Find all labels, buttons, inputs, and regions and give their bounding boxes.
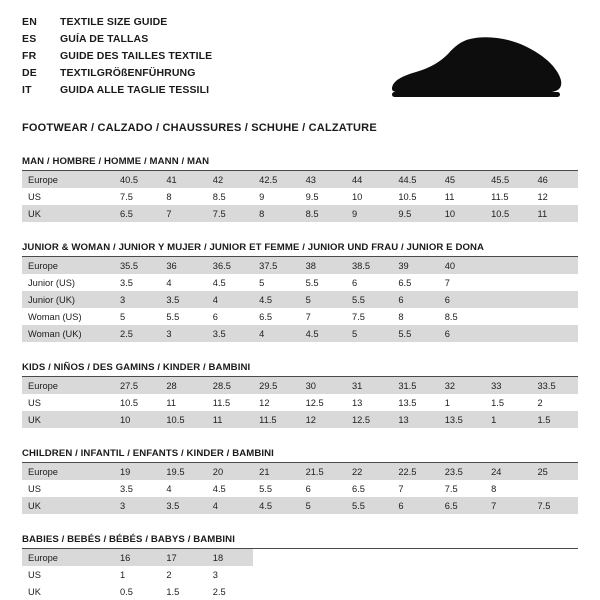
cell bbox=[532, 291, 578, 308]
cell: 18 bbox=[207, 549, 253, 566]
cell: 44 bbox=[346, 171, 392, 188]
cell: 8.5 bbox=[444, 311, 458, 322]
table-row bbox=[22, 257, 578, 274]
cell bbox=[253, 583, 299, 600]
language-title: TEXTILE SIZE GUIDE bbox=[60, 16, 168, 28]
cell: 1.5 bbox=[532, 411, 578, 428]
cell: 43 bbox=[300, 171, 346, 188]
cell: 22 bbox=[346, 463, 392, 480]
cell: 45.5 bbox=[485, 171, 531, 188]
language-code: DE bbox=[22, 67, 37, 79]
cell bbox=[300, 549, 346, 566]
row-label: UK bbox=[22, 497, 114, 514]
table-row bbox=[22, 480, 578, 497]
cell: 38.5 bbox=[346, 257, 392, 274]
cell: 4 bbox=[166, 483, 172, 494]
cell bbox=[532, 274, 578, 291]
cell: 46 bbox=[532, 171, 578, 188]
language-title: GUIDA ALLE TAGLIE TESSILI bbox=[60, 84, 210, 96]
cell: 6 bbox=[439, 291, 485, 308]
row-label: Europe bbox=[22, 377, 114, 394]
cell bbox=[346, 583, 392, 600]
cell: 6 bbox=[305, 483, 311, 494]
cell: 7 bbox=[398, 483, 404, 494]
cell: 11.5 bbox=[491, 191, 509, 202]
cell bbox=[439, 549, 485, 566]
cell bbox=[532, 583, 578, 600]
cell: 6 bbox=[212, 311, 218, 322]
cell: 2.5 bbox=[114, 325, 160, 342]
cell: 3.5 bbox=[207, 325, 253, 342]
cell: 4.5 bbox=[212, 483, 226, 494]
cell bbox=[346, 549, 392, 566]
cell: 19.5 bbox=[160, 463, 206, 480]
language-title: TEXTILGRÖßENFÜHRUNG bbox=[60, 67, 196, 79]
cell: 12 bbox=[259, 397, 270, 408]
cell bbox=[485, 549, 531, 566]
table-row bbox=[22, 497, 578, 514]
cell bbox=[532, 566, 578, 583]
cell bbox=[485, 566, 531, 583]
language-title: GUÍA DE TALLAS bbox=[60, 33, 149, 45]
table-row bbox=[22, 188, 578, 205]
cell: 5.5 bbox=[346, 497, 392, 514]
section-title: KIDS / NIÑOS / DES GAMINS / KINDER / BAMBINI bbox=[22, 362, 578, 377]
cell bbox=[532, 325, 578, 342]
cell: 41 bbox=[160, 171, 206, 188]
document-header bbox=[22, 14, 578, 106]
cell bbox=[300, 566, 346, 583]
cell: 36.5 bbox=[207, 257, 253, 274]
cell: 6.5 bbox=[351, 483, 365, 494]
cell: 6.5 bbox=[439, 497, 485, 514]
language-title: GUIDE DES TAILLES TEXTILE bbox=[60, 50, 213, 62]
cell: 6 bbox=[351, 277, 358, 288]
cell: 0.5 bbox=[120, 586, 133, 597]
cell: 2 bbox=[166, 569, 172, 580]
cell bbox=[253, 566, 299, 583]
cell: 8 bbox=[398, 311, 404, 322]
table-row bbox=[22, 325, 578, 342]
table-row bbox=[22, 583, 578, 600]
cell: 6.5 bbox=[114, 205, 160, 222]
cell: 31 bbox=[346, 377, 392, 394]
cell bbox=[532, 257, 578, 274]
size-table-man bbox=[22, 171, 578, 222]
cell: 10.5 bbox=[398, 191, 417, 202]
cell: 8 bbox=[253, 205, 299, 222]
cell: 5 bbox=[120, 311, 126, 322]
section-children bbox=[22, 448, 578, 514]
cell: 9.5 bbox=[392, 205, 438, 222]
row-label: Europe bbox=[22, 463, 114, 480]
cell: 8.5 bbox=[300, 205, 346, 222]
table-row bbox=[22, 171, 578, 188]
cell bbox=[392, 549, 438, 566]
cell: 44.5 bbox=[392, 171, 438, 188]
row-label: Europe bbox=[22, 549, 114, 566]
cell: 11 bbox=[207, 411, 253, 428]
cell: 24 bbox=[485, 463, 531, 480]
cell: 6 bbox=[439, 325, 485, 342]
row-label: UK bbox=[28, 586, 41, 597]
cell: 7 bbox=[485, 497, 531, 514]
cell: 31.5 bbox=[392, 377, 438, 394]
cell: 9 bbox=[259, 191, 265, 202]
cell: 12 bbox=[300, 411, 346, 428]
cell: 5 bbox=[300, 291, 346, 308]
cell: 1.5 bbox=[491, 397, 505, 408]
cell bbox=[485, 291, 531, 308]
row-label: US bbox=[28, 483, 41, 494]
cell bbox=[485, 274, 531, 291]
table-row bbox=[22, 549, 578, 566]
cell: 10 bbox=[439, 205, 485, 222]
cell bbox=[485, 583, 531, 600]
cell: 7 bbox=[444, 277, 450, 288]
size-table-kids bbox=[22, 377, 578, 428]
cell: 22.5 bbox=[392, 463, 438, 480]
cell: 7.5 bbox=[351, 311, 365, 322]
cell: 4.5 bbox=[253, 497, 299, 514]
cell: 12.5 bbox=[305, 397, 324, 408]
cell: 21 bbox=[253, 463, 299, 480]
cell: 7.5 bbox=[207, 205, 253, 222]
cell: 1.5 bbox=[166, 586, 180, 597]
cell: 42.5 bbox=[253, 171, 299, 188]
cell: 11.5 bbox=[253, 411, 299, 428]
cell: 8.5 bbox=[212, 191, 226, 202]
cell: 11.5 bbox=[212, 397, 231, 408]
cell bbox=[439, 583, 485, 600]
table-row bbox=[22, 566, 578, 583]
cell: 5.5 bbox=[166, 311, 180, 322]
section-title: MAN / HOMBRE / HOMME / MANN / MAN bbox=[22, 156, 578, 171]
cell: 16 bbox=[114, 549, 160, 566]
section-title: CHILDREN / INFANTIL / ENFANTS / KINDER / BAMBINI bbox=[22, 448, 578, 463]
row-label: Junior (US) bbox=[28, 277, 76, 288]
row-label: US bbox=[28, 569, 41, 580]
section-junior-woman bbox=[22, 242, 578, 342]
cell: 13 bbox=[351, 397, 363, 408]
cell: 40 bbox=[439, 257, 485, 274]
cell: 25 bbox=[532, 463, 578, 480]
cell bbox=[300, 583, 346, 600]
cell: 2 bbox=[537, 397, 543, 408]
cell: 40.5 bbox=[114, 171, 160, 188]
cell: 5.5 bbox=[392, 325, 438, 342]
table-row bbox=[22, 463, 578, 480]
cell: 8 bbox=[166, 191, 172, 202]
language-code: FR bbox=[22, 50, 37, 62]
cell: 39 bbox=[392, 257, 438, 274]
row-label: US bbox=[28, 191, 41, 202]
cell: 33.5 bbox=[532, 377, 578, 394]
cell: 11 bbox=[166, 397, 177, 408]
cell: 45 bbox=[439, 171, 485, 188]
cell: 4 bbox=[207, 291, 253, 308]
cell: 17 bbox=[160, 549, 206, 566]
language-row bbox=[22, 14, 578, 31]
language-code: IT bbox=[22, 84, 32, 96]
cell: 2.5 bbox=[212, 586, 226, 597]
cell: 1 bbox=[485, 411, 531, 428]
row-label: Europe bbox=[22, 171, 114, 188]
cell: 36 bbox=[160, 257, 206, 274]
section-babies bbox=[22, 534, 578, 600]
table-row bbox=[22, 377, 578, 394]
language-code: ES bbox=[22, 33, 37, 45]
cell: 10 bbox=[351, 191, 363, 202]
cell: 4.5 bbox=[300, 325, 346, 342]
cell: 11 bbox=[444, 191, 455, 202]
cell: 19 bbox=[114, 463, 160, 480]
language-code: EN bbox=[22, 16, 37, 28]
cell: 10.5 bbox=[485, 205, 531, 222]
section-title: JUNIOR & WOMAN / JUNIOR Y MUJER / JUNIOR ET FEMME / JUNIOR UND FRAU / JUNIOR E DONA bbox=[22, 242, 578, 257]
cell: 38 bbox=[300, 257, 346, 274]
cell: 3 bbox=[114, 497, 160, 514]
section-man bbox=[22, 156, 578, 222]
cell: 32 bbox=[439, 377, 485, 394]
cell: 4.5 bbox=[212, 277, 226, 288]
cell: 3.5 bbox=[120, 277, 133, 288]
row-label: Woman (US) bbox=[28, 311, 82, 322]
cell bbox=[392, 566, 438, 583]
cell: 10.5 bbox=[160, 411, 206, 428]
cell bbox=[346, 566, 392, 583]
cell: 4 bbox=[166, 277, 172, 288]
table-row bbox=[22, 411, 578, 428]
cell bbox=[532, 480, 578, 497]
cell: 35.5 bbox=[114, 257, 160, 274]
cell: 7.5 bbox=[532, 497, 578, 514]
table-row bbox=[22, 205, 578, 222]
section-title: BABIES / BEBÉS / BÉBÉS / BABYS / BAMBINI bbox=[22, 534, 578, 549]
row-label: Europe bbox=[22, 257, 114, 274]
cell: 12 bbox=[537, 191, 548, 202]
table-row bbox=[22, 308, 578, 325]
cell: 20 bbox=[207, 463, 253, 480]
cell: 6.5 bbox=[398, 277, 412, 288]
cell bbox=[485, 308, 531, 325]
cell bbox=[532, 549, 578, 566]
row-label: UK bbox=[22, 205, 114, 222]
cell: 6.5 bbox=[259, 311, 273, 322]
cell: 3.5 bbox=[160, 291, 206, 308]
row-label: UK bbox=[22, 411, 114, 428]
size-table-children bbox=[22, 463, 578, 514]
cell bbox=[532, 308, 578, 325]
cell: 5 bbox=[300, 497, 346, 514]
cell bbox=[253, 549, 299, 566]
cell: 28.5 bbox=[207, 377, 253, 394]
cell: 27.5 bbox=[114, 377, 160, 394]
cell: 4.5 bbox=[253, 291, 299, 308]
cell: 30 bbox=[300, 377, 346, 394]
cell: 5.5 bbox=[305, 277, 319, 288]
table-row bbox=[22, 291, 578, 308]
cell: 3 bbox=[114, 291, 160, 308]
cell: 8 bbox=[491, 483, 497, 494]
cell: 13.5 bbox=[439, 411, 485, 428]
table-row bbox=[22, 394, 578, 411]
cell: 5.5 bbox=[259, 483, 273, 494]
cell: 9.5 bbox=[305, 191, 319, 202]
cell: 13.5 bbox=[398, 397, 417, 408]
cell: 11 bbox=[532, 205, 578, 222]
cell: 10.5 bbox=[120, 397, 139, 408]
cell: 1 bbox=[120, 569, 126, 580]
cell bbox=[485, 257, 531, 274]
cell bbox=[392, 583, 438, 600]
cell bbox=[439, 566, 485, 583]
cell: 13 bbox=[392, 411, 438, 428]
cell: 9 bbox=[346, 205, 392, 222]
cell bbox=[485, 325, 531, 342]
cell: 7.5 bbox=[444, 483, 458, 494]
size-table-junior-woman bbox=[22, 257, 578, 342]
cell: 3 bbox=[212, 569, 218, 580]
cell: 42 bbox=[207, 171, 253, 188]
section-kids bbox=[22, 362, 578, 428]
cell: 29.5 bbox=[253, 377, 299, 394]
cell: 5 bbox=[346, 325, 392, 342]
cell: 5.5 bbox=[346, 291, 392, 308]
cell: 23.5 bbox=[439, 463, 485, 480]
cell: 7.5 bbox=[120, 191, 133, 202]
cell: 6 bbox=[392, 291, 438, 308]
row-label: Junior (UK) bbox=[22, 291, 114, 308]
cell: 3.5 bbox=[120, 483, 133, 494]
cell: 28 bbox=[160, 377, 206, 394]
dress-shoe-icon bbox=[378, 34, 568, 106]
cell: 4 bbox=[207, 497, 253, 514]
cell: 7 bbox=[160, 205, 206, 222]
cell: 4 bbox=[253, 325, 299, 342]
cell: 3.5 bbox=[160, 497, 206, 514]
cell: 3 bbox=[160, 325, 206, 342]
row-label: Woman (UK) bbox=[22, 325, 114, 342]
category-heading: FOOTWEAR / CALZADO / CHAUSSURES / SCHUHE / CALZATURE bbox=[22, 122, 377, 134]
cell: 7 bbox=[305, 311, 311, 322]
size-table-babies bbox=[22, 549, 578, 600]
cell: 6 bbox=[392, 497, 438, 514]
cell: 1 bbox=[444, 397, 450, 408]
cell: 10 bbox=[114, 411, 160, 428]
cell: 5 bbox=[259, 277, 265, 288]
cell: 12.5 bbox=[346, 411, 392, 428]
table-row bbox=[22, 274, 578, 291]
cell: 33 bbox=[485, 377, 531, 394]
cell: 37.5 bbox=[253, 257, 299, 274]
row-label: US bbox=[28, 397, 41, 408]
cell: 21.5 bbox=[300, 463, 346, 480]
